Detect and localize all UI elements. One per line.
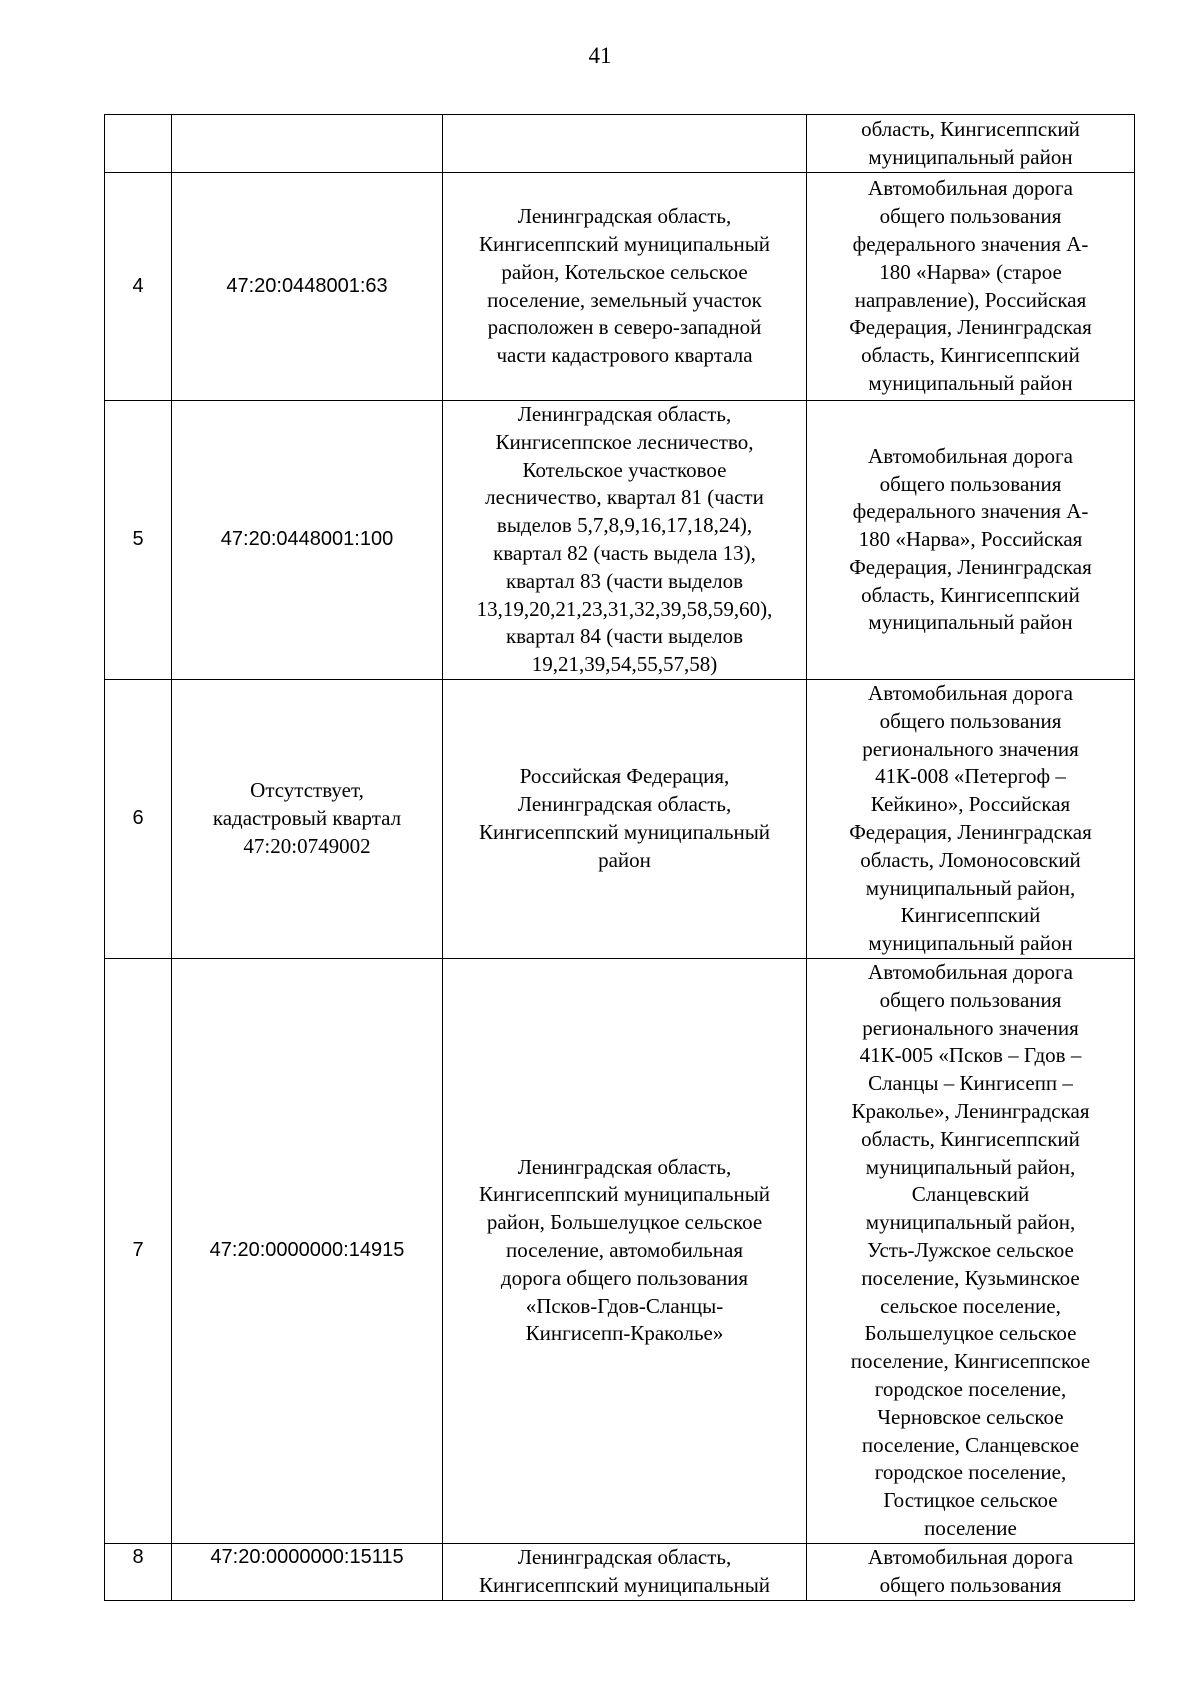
row-number-cell: 8	[105, 1543, 172, 1600]
table-row-6	[105, 680, 1135, 959]
object-cell: Автомобильная дорога общего пользования регионального значения 41К-005 «Псков – Гдов – Сланцы – Кингисепп – Краколье», Ленинградская область, Кингисеппский муниципальный район, Сланцевский муниципальный район, Усть-Лужское сельское поселение, Кузьминское сельское поселение, Большелуцкое сельское поселение, Кингисеппское городское поселение, Черновское сельское поселение, Сланцевское городское поселение, Гостицкое сельское поселение	[807, 958, 1135, 1543]
location-cell: Ленинградская область, Кингисеппский муниципальный район, Большелуцкое сельское поселение, автомобильная дорога общего пользования «Псков-Гдов-Сланцы- Кингисепп-Краколье»	[443, 958, 807, 1543]
cadastral-number-cell: Отсутствует, кадастровый квартал 47:20:0749002	[172, 680, 443, 959]
object-cell: область, Кингисеппский муниципальный район	[807, 115, 1135, 173]
cadastral-number-cell: 47:20:0000000:14915	[172, 958, 443, 1543]
object-cell: Автомобильная дорога общего пользования	[807, 1543, 1135, 1600]
row-number-cell: 6	[105, 680, 172, 959]
object-cell: Автомобильная дорога общего пользования федерального значения А- 180 «Нарва» (старое направление), Российская Федерация, Ленинградская область, Кингисеппский муниципальный район	[807, 173, 1135, 401]
location-cell: Ленинградская область, Кингисеппское лесничество, Котельское участковое лесничество, квартал 81 (части выделов 5,7,8,9,16,17,18,24), квартал 82 (часть выдела 13), квартал 83 (части выделов 13,19,20,21,23,31,32,39,58,59,60), квартал 84 (части выделов 19,21,39,54,55,57,58)	[443, 401, 807, 680]
row-number-cell: 4	[105, 173, 172, 401]
row-number-cell	[105, 115, 172, 173]
object-cell: Автомобильная дорога общего пользования федерального значения А- 180 «Нарва», Российская Федерация, Ленинградская область, Кингисеппский муниципальный район	[807, 401, 1135, 680]
cadastral-number-cell: 47:20:0000000:15115	[172, 1543, 443, 1600]
table-row-8	[105, 1543, 1135, 1600]
row-number-cell: 7	[105, 958, 172, 1543]
table-row-5	[105, 401, 1135, 680]
cadastral-number-cell: 47:20:0448001:100	[172, 401, 443, 680]
table-row-4	[105, 173, 1135, 401]
location-cell: Российская Федерация, Ленинградская область, Кингисеппский муниципальный район	[443, 680, 807, 959]
page-number: 41	[588, 43, 612, 68]
location-cell	[443, 115, 807, 173]
row-number-cell: 5	[105, 401, 172, 680]
cadastral-number-cell	[172, 115, 443, 173]
table-row-7	[105, 958, 1135, 1543]
location-cell: Ленинградская область, Кингисеппский муниципальный район, Котельское сельское поселение, земельный участок расположен в северо-западной части кадастрового квартала	[443, 173, 807, 401]
table-row-continuation	[105, 115, 1135, 173]
cadastral-number-cell: 47:20:0448001:63	[172, 173, 443, 401]
object-cell: Автомобильная дорога общего пользования регионального значения 41К-008 «Петергоф – Кейкино», Российская Федерация, Ленинградская область, Ломоносовский муниципальный район, Кингисеппский муниципальный район	[807, 680, 1135, 959]
location-cell: Ленинградская область, Кингисеппский муниципальный	[443, 1543, 807, 1600]
registry-table	[104, 114, 1135, 1601]
